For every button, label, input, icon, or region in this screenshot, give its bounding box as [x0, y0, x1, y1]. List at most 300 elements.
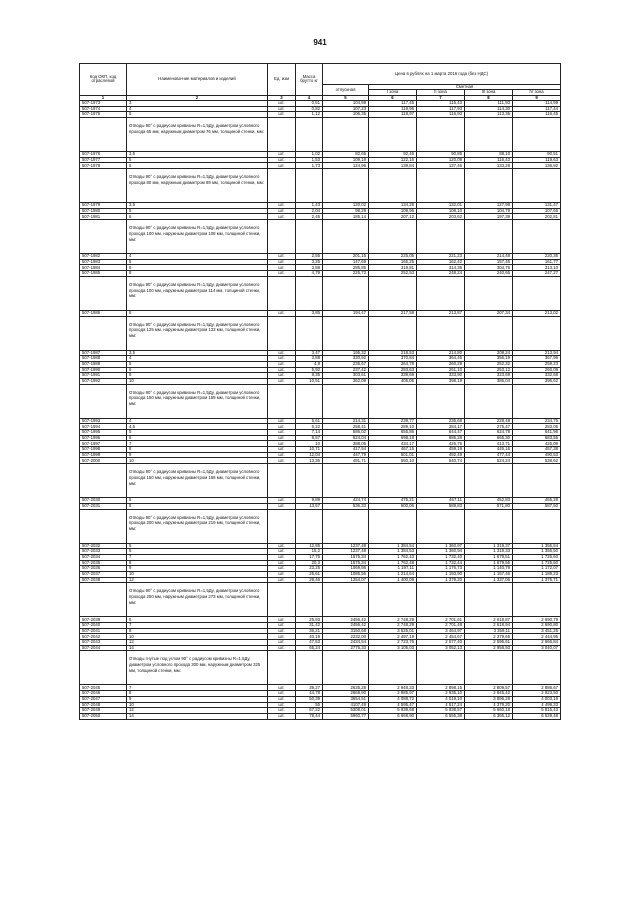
empty-cell [465, 583, 513, 617]
section-row [80, 220, 561, 254]
section-row [80, 276, 561, 310]
mass-cell: 78,44 [296, 713, 323, 719]
price-zone-2-cell: 203,62 [417, 214, 465, 220]
price-zone-2-cell: 1 379,20 [417, 577, 465, 583]
name-cell: 10 [127, 571, 268, 577]
mass-cell: 29,46 [296, 577, 323, 583]
empty-cell [80, 384, 127, 418]
price-otpusk-cell: 2456,42 [323, 623, 369, 629]
mass-cell: 2,55 [296, 254, 323, 260]
empty-cell [513, 220, 561, 254]
column-number: 9 [513, 95, 561, 100]
price-zone-4-cell: 234,75 [513, 418, 561, 424]
section-description: Отводы 90° с радиусом кривизны R=1,5Ду, диаметром условного прохода 100 мм, наружным диаметром 108 мм, толщиной стенки, мм: [127, 220, 268, 254]
name-cell: 7 [127, 685, 268, 691]
price-otpusk-cell: 2434,54 [323, 640, 369, 646]
column-number: 1 [80, 95, 127, 100]
price-zone-4-cell: 213,02 [513, 310, 561, 316]
price-zone-4-cell: 683,55 [513, 435, 561, 441]
price-zone-3-cell: 240,65 [465, 271, 513, 277]
price-zone-4-cell: 2 690,79 [513, 617, 561, 623]
price-zone-2-cell: 260,29 [417, 361, 465, 367]
price-zone-4-cell: 1 355,54 [513, 543, 561, 549]
price-zone-3-cell: 1 319,33 [465, 549, 513, 555]
name-cell: 5 [127, 208, 268, 214]
price-zone-4-cell: 259,23 [513, 361, 561, 367]
price-zone-4-cell: 1 189,23 [513, 571, 561, 577]
price-zone-2-cell: 1 360,94 [417, 549, 465, 555]
name-cell: 8 [127, 560, 268, 566]
price-zone-1-cell: 1 762,48 [369, 560, 417, 566]
price-zone-3-cell: 304,76 [465, 265, 513, 271]
code-cell: 507-1973 [80, 100, 127, 106]
price-zone-2-cell: 4 019,10 [417, 696, 465, 702]
price-zone-3-cell: 253,12 [465, 367, 513, 373]
code-cell: 507-1991 [80, 373, 127, 379]
name-cell: 12 [127, 577, 268, 583]
empty-cell [80, 169, 127, 203]
empty-cell [513, 117, 561, 151]
header-price-group: Цена в рублях на 1 марта 2016 года (без НДС) [323, 64, 561, 85]
mass-cell: 65,24 [296, 645, 323, 651]
price-otpusk-cell: 1575,34 [323, 560, 369, 566]
price-zone-1-cell: 109,96 [369, 208, 417, 214]
mass-cell: 3,47 [296, 350, 323, 356]
price-otpusk-cell: 1254,07 [323, 577, 369, 583]
empty-cell [80, 117, 127, 151]
empty-cell [465, 651, 513, 685]
empty-cell [80, 316, 127, 350]
price-zone-2-cell: 589,83 [417, 503, 465, 509]
price-otpusk-cell: 237,42 [323, 367, 369, 373]
unit-cell: шт. [268, 702, 296, 708]
price-zone-2-cell: 248,24 [417, 271, 465, 277]
empty-cell [268, 651, 296, 685]
code-cell: 507-1999 [80, 452, 127, 458]
price-zone-1-cell: 475,21 [369, 498, 417, 504]
price-zone-3-cell: 571,80 [465, 503, 513, 509]
price-zone-3-cell: 2 618,87 [465, 617, 513, 623]
empty-cell [323, 509, 369, 543]
price-zone-1-cell: 1 400,09 [369, 577, 417, 583]
unit-cell: шт. [268, 367, 296, 373]
price-zone-2-cell: 132,01 [417, 203, 465, 209]
unit-cell: шт. [268, 435, 296, 441]
empty-cell [296, 464, 323, 498]
price-otpusk-cell: 147,69 [323, 259, 369, 265]
price-otpusk-cell: 194,47 [323, 310, 369, 316]
empty-cell [268, 169, 296, 203]
mass-cell: 3,88 [296, 265, 323, 271]
name-cell: 10 [127, 702, 268, 708]
price-zone-2-cell: 284,17 [417, 424, 465, 430]
empty-cell [323, 316, 369, 350]
price-zone-4-cell: 1 725,60 [513, 560, 561, 566]
code-cell: 507-2032 [80, 543, 127, 549]
empty-cell [80, 220, 127, 254]
empty-cell [417, 276, 465, 310]
section-description: Отводы 90° с радиусом кривизны R=1,5Ду, диаметром условного прохода 65 мм, наружным диаметром 76 мм, толщиной стенки, мм: [127, 117, 268, 151]
mass-cell: 36,21 [296, 628, 323, 634]
price-otpusk-cell: 214,31 [323, 418, 369, 424]
price-otpusk-cell: 1575,34 [323, 554, 369, 560]
price-otpusk-cell: 225,73 [323, 271, 369, 277]
name-cell: 10 [127, 458, 268, 464]
name-cell: 6 [127, 435, 268, 441]
price-zone-2-cell: 1 732,44 [417, 560, 465, 566]
section-description: Отводы гнутые под углом 90° с радиусом кривизны R=1,5Ду, диаметром условного прохода 300 мм, наружным диаметром 325 мм, толщиной стенки, мм: [127, 651, 268, 685]
code-cell: 507-1988 [80, 356, 127, 362]
empty-cell [80, 651, 127, 685]
code-cell: 507-2033 [80, 549, 127, 555]
unit-cell: шт. [268, 424, 296, 430]
price-zone-3-cell: 1 679,55 [465, 560, 513, 566]
code-cell: 507-1997 [80, 441, 127, 447]
mass-cell: 15,2 [296, 549, 323, 555]
price-zone-2-cell: 644,47 [417, 430, 465, 436]
empty-cell [296, 509, 323, 543]
table-row [80, 713, 561, 719]
column-number: 3 [268, 95, 296, 100]
unit-cell: шт. [268, 310, 296, 316]
price-zone-1-cell: 4 088,72 [369, 696, 417, 702]
price-zone-4-cell: 457,38 [513, 447, 561, 453]
unit-cell: шт. [268, 628, 296, 634]
price-zone-1-cell: 319,81 [369, 265, 417, 271]
price-otpusk-cell: 388,05 [323, 441, 369, 447]
price-zone-4-cell: 247,27 [513, 271, 561, 277]
price-zone-4-cell: 538,62 [513, 458, 561, 464]
empty-cell [323, 583, 369, 617]
price-zone-4-cell: 90,51 [513, 151, 561, 157]
unit-cell: шт. [268, 543, 296, 549]
price-zone-1-cell: 2 748,29 [369, 617, 417, 623]
code-cell: 507-1976 [80, 151, 127, 157]
page-number: 941 [313, 38, 327, 47]
price-otpusk-cell: 98,29 [323, 208, 369, 214]
price-otpusk-cell: 2775,33 [323, 645, 369, 651]
price-zone-2-cell: 120,09 [417, 157, 465, 163]
price-otpusk-cell: 1085,56 [323, 571, 369, 577]
price-zone-1-cell: 217,58 [369, 310, 417, 316]
mass-cell: 10 [296, 441, 323, 447]
code-cell: 507-1979 [80, 203, 127, 209]
price-zone-4-cell: 1 355,50 [513, 549, 561, 555]
code-cell: 507-1985 [80, 271, 127, 277]
mass-cell: 8,35 [296, 373, 323, 379]
column-number: 2 [127, 95, 268, 100]
empty-cell [268, 117, 296, 151]
price-zone-1-cell: 119,96 [369, 106, 417, 112]
price-zone-2-cell: 5 838,57 [417, 708, 465, 714]
name-cell: 4 [127, 356, 268, 362]
mass-cell: 5,92 [296, 367, 323, 373]
price-zone-4-cell: 3 451,25 [513, 628, 561, 634]
price-zone-3-cell: 413,71 [465, 441, 513, 447]
unit-cell: шт. [268, 634, 296, 640]
price-otpusk-cell: 417,54 [323, 447, 369, 453]
price-zone-4-cell: 1 375,71 [513, 577, 561, 583]
unit-cell: шт. [268, 259, 296, 265]
empty-cell [513, 276, 561, 310]
empty-cell [513, 169, 561, 203]
code-cell: 507-1983 [80, 259, 127, 265]
code-cell: 507-2047 [80, 696, 127, 702]
price-zone-4-cell: 1 172,07 [513, 566, 561, 572]
section-description: Отводы 90° с радиусом кривизны R=1,5Ду, диаметром условного прохода 80 мм, наружным диаметром 89 мм, толщиной стенки, мм: [127, 169, 268, 203]
price-zone-1-cell: 3 525,01 [369, 628, 417, 634]
price-zone-1-cell: 218,53 [369, 350, 417, 356]
mass-cell: 8,57 [296, 435, 323, 441]
price-otpusk-cell: 109,19 [323, 157, 369, 163]
empty-cell [369, 117, 417, 151]
mass-cell: 9,89 [296, 498, 323, 504]
unit-cell: шт. [268, 378, 296, 384]
price-zone-2-cell: 1 193,90 [417, 571, 465, 577]
price-zone-1-cell: 1 384,54 [369, 543, 417, 549]
price-zone-2-cell: 364,45 [417, 356, 465, 362]
unit-cell: шт. [268, 560, 296, 566]
code-cell: 507-2041 [80, 628, 127, 634]
mass-cell: 13,57 [296, 503, 323, 509]
mass-cell: 40,19 [296, 634, 323, 640]
header-code: Код ОКП, код отраслевой [80, 64, 127, 96]
price-zone-4-cell: 202,81 [513, 214, 561, 220]
price-zone-3-cell: 127,98 [465, 203, 513, 209]
price-zone-3-cell: 197,39 [465, 214, 513, 220]
code-cell: 507-1989 [80, 361, 127, 367]
empty-cell [513, 464, 561, 498]
price-zone-1-cell: 339,69 [369, 373, 417, 379]
code-cell: 507-1992 [80, 378, 127, 384]
unit-cell: шт. [268, 112, 296, 118]
price-zone-1-cell: 225,05 [369, 254, 417, 260]
mass-cell: 25,93 [296, 617, 323, 623]
empty-cell [369, 384, 417, 418]
name-cell: 5 [127, 259, 268, 265]
price-otpusk-cell: 258,41 [323, 424, 369, 430]
price-otpusk-cell: 106,35 [323, 112, 369, 118]
unit-cell: шт. [268, 441, 296, 447]
name-cell: 9 [127, 566, 268, 572]
unit-cell: шт. [268, 566, 296, 572]
price-zone-2-cell: 213,87 [417, 310, 465, 316]
price-zone-4-cell: 490,53 [513, 452, 561, 458]
price-zone-4-cell: 641,96 [513, 430, 561, 436]
price-zone-4-cell: 2 666,84 [513, 640, 561, 646]
unit-cell: шт. [268, 271, 296, 277]
price-zone-3-cell: 113,36 [465, 112, 513, 118]
price-zone-2-cell: 1 732,40 [417, 554, 465, 560]
empty-cell [323, 651, 369, 685]
unit-cell: шт. [268, 571, 296, 577]
price-otpusk-cell: 1237,48 [323, 543, 369, 549]
name-cell: 6 [127, 265, 268, 271]
unit-cell: шт. [268, 645, 296, 651]
price-zone-3-cell: 3 896,28 [465, 696, 513, 702]
price-zone-4-cell: 587,50 [513, 503, 561, 509]
price-zone-2-cell: 90,85 [417, 151, 465, 157]
price-zone-2-cell: 115,43 [417, 100, 465, 106]
unit-cell: шт. [268, 106, 296, 112]
empty-cell [296, 117, 323, 151]
price-zone-1-cell: 117,45 [369, 100, 417, 106]
empty-cell [417, 220, 465, 254]
price-otpusk-cell: 330,92 [323, 356, 369, 362]
unit-cell: шт. [268, 708, 296, 714]
price-zone-1-cell: 370,84 [369, 356, 417, 362]
price-zone-4-cell: 1 725,60 [513, 554, 561, 560]
unit-cell: шт. [268, 265, 296, 271]
price-otpusk-cell: 195,32 [323, 350, 369, 356]
name-cell: 4 [127, 254, 268, 260]
price-zone-2-cell: 108,10 [417, 208, 465, 214]
section-row [80, 316, 561, 350]
price-otpusk-cell: 624,04 [323, 435, 369, 441]
name-cell: 3,5 [127, 350, 268, 356]
empty-cell [268, 316, 296, 350]
price-zone-2-cell: 426,75 [417, 441, 465, 447]
price-otpusk-cell: 491,71 [323, 458, 369, 464]
section-description: Отводы 90° с радиусом кривизны R=1,5Ду, диаметром условного прохода 150 мм, наружным диаметром 159 мм, толщиной стенки, мм: [127, 384, 268, 418]
price-otpusk-cell: 82,65 [323, 151, 369, 157]
code-cell: 507-2035 [80, 560, 127, 566]
mass-cell: 67,22 [296, 708, 323, 714]
price-otpusk-cell: 104,98 [323, 100, 369, 106]
price-otpusk-cell: 536,33 [323, 503, 369, 509]
mass-cell: 12,85 [296, 543, 323, 549]
unit-cell: шт. [268, 356, 296, 362]
code-cell: 507-2048 [80, 702, 127, 708]
price-zone-3-cell: 3 359,11 [465, 628, 513, 634]
price-zone-4-cell: 260,09 [513, 367, 561, 373]
name-cell: 4,5 [127, 424, 268, 430]
section-row [80, 464, 561, 498]
section-description: Отводы 90° с радиусом кривизны R=1,5Ду, диаметром условного прохода 150 мм, наружным диаметром 168 мм, толщиной стенки, мм: [127, 464, 268, 498]
empty-cell [323, 276, 369, 310]
price-zone-1-cell: 139,84 [369, 163, 417, 169]
header-smetnaya: Сметная [369, 85, 561, 90]
name-cell: 6 [127, 549, 268, 555]
price-otpusk-cell: 1069,86 [323, 566, 369, 572]
price-otpusk-cell: 2668,90 [323, 691, 369, 697]
empty-cell [296, 169, 323, 203]
empty-cell [296, 583, 323, 617]
empty-cell [465, 316, 513, 350]
name-cell: 14 [127, 645, 268, 651]
empty-cell [369, 464, 417, 498]
price-zone-4-cell: 4 003,19 [513, 696, 561, 702]
empty-cell [417, 169, 465, 203]
mass-cell: 3,26 [296, 259, 323, 265]
mass-cell: 1,12 [296, 112, 323, 118]
empty-cell [268, 276, 296, 310]
empty-cell [465, 509, 513, 543]
name-cell: 8 [127, 271, 268, 277]
empty-cell [465, 276, 513, 310]
price-zone-4-cell: 5 815,43 [513, 708, 561, 714]
price-zone-1-cell: 5 939,68 [369, 708, 417, 714]
code-cell: 507-2050 [80, 713, 127, 719]
price-zone-4-cell: 220,36 [513, 254, 561, 260]
price-zone-1-cell: 1 214,64 [369, 571, 417, 577]
empty-cell [513, 583, 561, 617]
price-zone-3-cell: 477,44 [465, 452, 513, 458]
code-cell: 507-1980 [80, 208, 127, 214]
price-zone-1-cell: 2 748,29 [369, 623, 417, 629]
column-number: 5 [323, 95, 369, 100]
price-otpusk-cell: 285,85 [323, 265, 369, 271]
price-zone-3-cell: 1 679,51 [465, 554, 513, 560]
price-zone-1-cell: 4 595,47 [369, 702, 417, 708]
price-zone-4-cell: 283,05 [513, 424, 561, 430]
code-cell: 507-2049 [80, 708, 127, 714]
empty-cell [417, 651, 465, 685]
price-zone-4-cell: 3 040,07 [513, 645, 561, 651]
price-zone-1-cell: 550,10 [369, 458, 417, 464]
price-otpusk-cell: 362,09 [323, 378, 369, 384]
empty-cell [465, 169, 513, 203]
empty-cell [465, 117, 513, 151]
price-zone-1-cell: 283,63 [369, 367, 417, 373]
price-zone-2-cell: 1 360,97 [417, 543, 465, 549]
price-zone-3-cell: 5 660,18 [465, 708, 513, 714]
name-cell: 8 [127, 628, 268, 634]
price-zone-3-cell: 2 958,93 [465, 645, 513, 651]
price-zone-1-cell: 264,78 [369, 361, 417, 367]
price-zone-4-cell: 4 499,33 [513, 702, 561, 708]
price-zone-4-cell: 2 444,95 [513, 634, 561, 640]
code-cell: 507-2030 [80, 498, 127, 504]
price-zone-3-cell: 214,48 [465, 254, 513, 260]
price-zone-1-cell: 655,86 [369, 430, 417, 436]
price-zone-1-cell: 252,53 [369, 271, 417, 277]
unit-cell: шт. [268, 685, 296, 691]
price-zone-1-cell: 1 384,53 [369, 549, 417, 555]
price-zone-1-cell: 6 668,90 [369, 713, 417, 719]
price-otpusk-cell: 3150,68 [323, 628, 369, 634]
empty-cell [80, 509, 127, 543]
code-cell: 507-2039 [80, 617, 127, 623]
unit-cell: шт. [268, 691, 296, 697]
price-zone-3-cell: 133,28 [465, 163, 513, 169]
section-row [80, 117, 561, 151]
name-cell: 5 [127, 430, 268, 436]
code-cell: 507-1995 [80, 430, 127, 436]
unit-cell: шт. [268, 151, 296, 157]
code-cell: 507-1998 [80, 447, 127, 453]
price-zone-1-cell: 289,10 [369, 424, 417, 430]
price-otpusk-cell: 5960,77 [323, 713, 369, 719]
code-cell: 507-1982 [80, 254, 127, 260]
empty-cell [323, 464, 369, 498]
price-zone-2-cell: 492,49 [417, 452, 465, 458]
mass-cell: 12,04 [296, 452, 323, 458]
price-zone-3-cell: 445,16 [465, 447, 513, 453]
mass-cell: 1,43 [296, 203, 323, 209]
empty-cell [417, 117, 465, 151]
price-zone-3-cell: 228,48 [465, 418, 513, 424]
name-cell: 4 [127, 418, 268, 424]
price-zone-2-cell: 3 052,13 [417, 645, 465, 651]
section-description: Отводы 90° с радиусом кривизны R=1,5Ду, диаметром условного прохода 100 мм, наружным диаметром 114 мм, толщиной стенки, мм: [127, 276, 268, 310]
price-zone-1-cell: 239,77 [369, 418, 417, 424]
mass-cell: 2,04 [296, 208, 323, 214]
empty-cell [296, 316, 323, 350]
section-row [80, 651, 561, 685]
mass-cell: 39,27 [296, 685, 323, 691]
code-cell: 507-2042 [80, 634, 127, 640]
